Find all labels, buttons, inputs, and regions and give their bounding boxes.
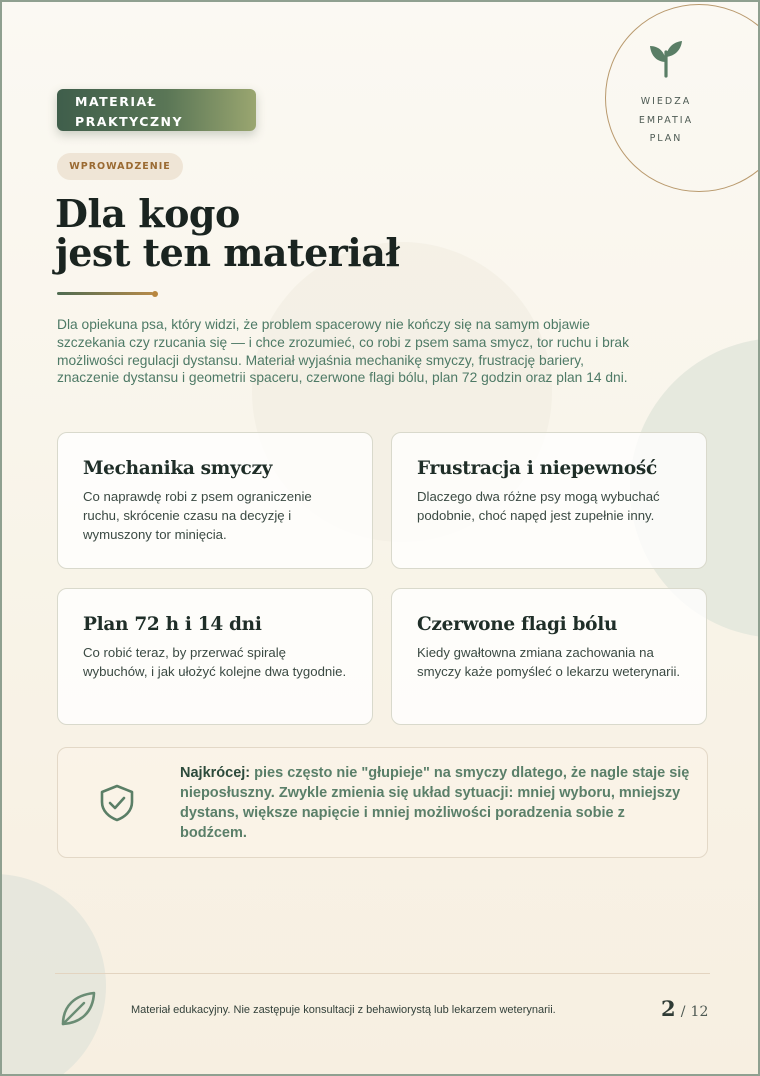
title-underline: [57, 292, 153, 295]
sprout-icon: [647, 38, 685, 78]
summary-text: [180, 763, 690, 843]
page-current: 2: [661, 996, 676, 1021]
tag-line: PRAKTYCZNY: [75, 114, 184, 129]
underline-dot: [152, 291, 158, 297]
card-title: Frustracja i niepewność: [417, 458, 658, 479]
title-line: jest ten materiał: [55, 230, 400, 275]
seal-words: [627, 93, 705, 149]
decorative-circle: [0, 874, 106, 1076]
summary-body: pies często nie "głupieje" na smyczy dlatego, że nagle staje się nieposłuszny. Zwykle zmienia się układ sytuacji: mniej wyboru, mniejszy dystans, większe napięcie i mniej możliwości poradzenia sobie z bodźcem.: [180, 765, 690, 841]
card-pain-flags: [391, 588, 707, 725]
page-number: [661, 996, 708, 1021]
page-total: 12: [690, 1004, 709, 1020]
card-text: Co naprawdę robi z psem ograniczenie ruchu, skrócenie czasu na decyzję i wymuszony tor minięcia.: [83, 489, 312, 542]
seal-word: EMPATIA: [638, 114, 694, 126]
title-line: Dla kogo: [55, 191, 240, 236]
page-separator: /: [680, 1004, 686, 1020]
footer-divider: [55, 973, 710, 974]
card-title: Czerwone flagi bólu: [417, 614, 618, 635]
shield-check-icon: [98, 783, 136, 823]
material-tag: [57, 89, 256, 131]
leaf-icon: [59, 990, 97, 1028]
card-title: Mechanika smyczy: [83, 458, 273, 479]
card-plan: [57, 588, 373, 725]
card-text: Co robić teraz, by przerwać spiralę wybuchów, i jak ułożyć kolejne dwa tygodnie.: [83, 645, 347, 679]
intro-paragraph: Dla opiekuna psa, który widzi, że problem spacerowy nie kończy się na samym objawie szczekania czy rzucania się — i chce zrozumieć, co robi z psem sama smycz, tor ruchu i brak możliwości regulacji dystansu. Materiał wyjaśnia mechanikę smyczy, frustrację bariery, znaczenie dystansu i geometrii spaceru, czerwone flagi bólu, plan 72 godzin oraz plan 14 dni.: [57, 317, 629, 386]
card-frustration: [391, 432, 707, 569]
section-pill: WPROWADZENIE: [57, 153, 183, 180]
card-text: Dlaczego dwa różne psy mogą wybuchać podobnie, choć napęd jest zupełnie inny.: [417, 489, 660, 523]
seal-word: PLAN: [649, 133, 683, 144]
footer-disclaimer: Materiał edukacyjny. Nie zastępuje konsultacji z behawiorystą lub lekarzem weterynarii.: [131, 1004, 556, 1016]
summary-lead: Najkrócej:: [180, 765, 251, 781]
tag-line: MATERIAŁ: [75, 94, 158, 109]
card-leash-mechanics: [57, 432, 373, 569]
page-title: [55, 191, 400, 275]
seal-word: WIEDZA: [640, 96, 692, 107]
card-title: Plan 72 h i 14 dni: [83, 614, 262, 635]
card-text: Kiedy gwałtowna zmiana zachowania na smyczy każe pomyśleć o lekarzu weterynarii.: [417, 645, 681, 679]
